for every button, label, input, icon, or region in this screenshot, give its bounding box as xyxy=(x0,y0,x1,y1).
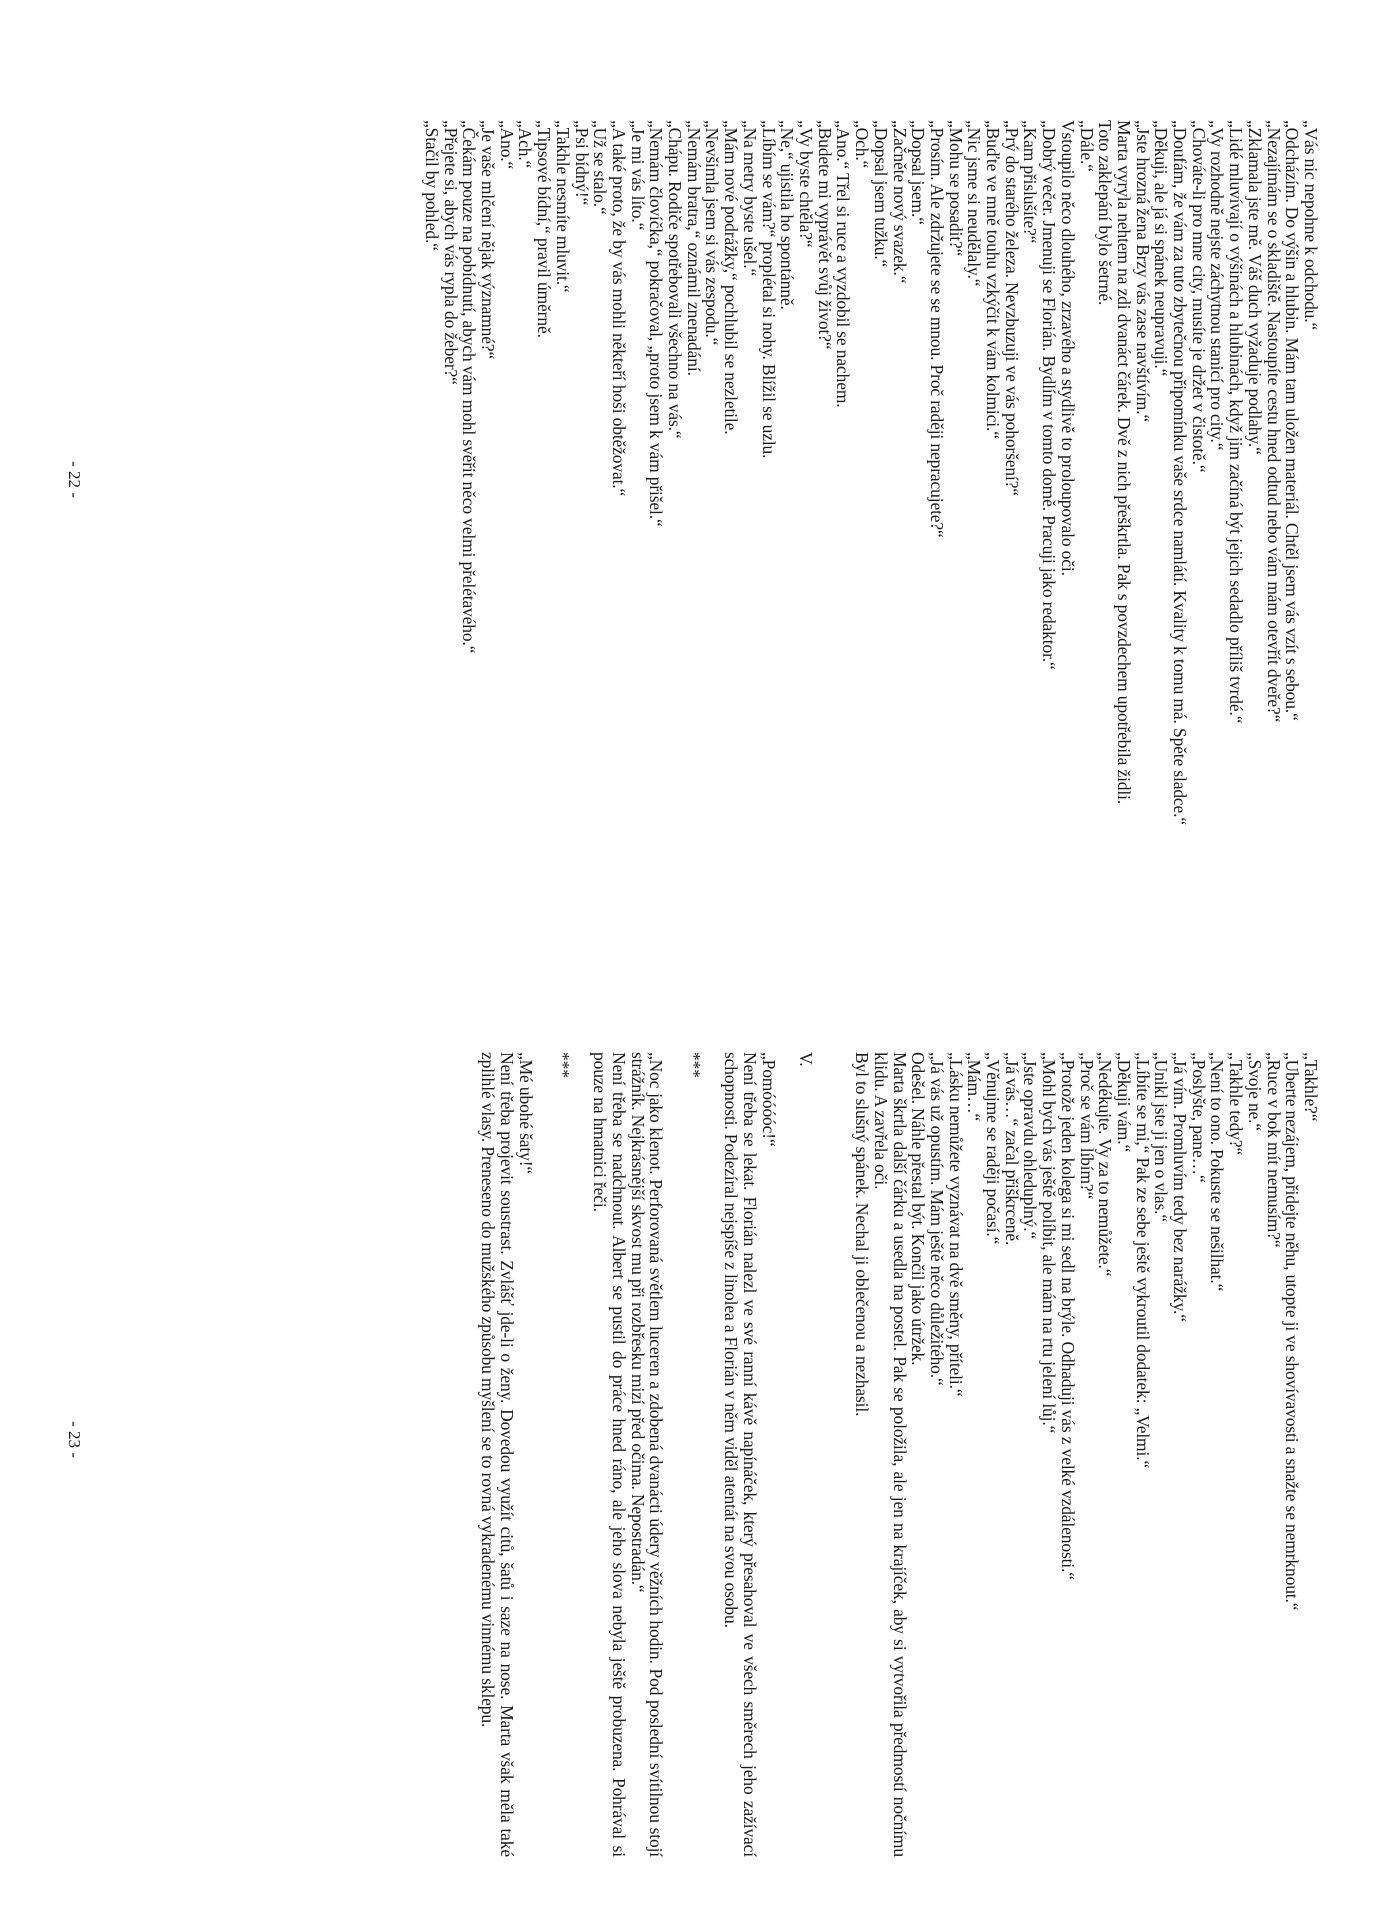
text-line: „Já vím. Promluvím tedy bez narážky.“ xyxy=(1170,1052,1191,1322)
text-line: „Nevšimla jsem si vás zespodu.“ xyxy=(702,120,723,346)
text-line: „Lidé mluvívají o výšinách a hlubinách, když jim začíná být jejich sedadlo příliš tvrdé.“ xyxy=(1226,120,1247,724)
text-line: „Jste opravdu ohleduplný.“ xyxy=(1020,1052,1041,1240)
text-line: „Dobrý večer. Jmenuji se Florián. Bydlím v tomto domě. Pracuji jako redaktor.“ xyxy=(1039,120,1060,670)
page-23-text xyxy=(478,1052,1320,1857)
text-line: „Protože jeden kolega si mi sedl na brýle. Odhaduji vás z velké vzdálenosti.“ xyxy=(1057,1052,1078,1580)
text-line: „Takhle nesmíte mluvit.“ xyxy=(552,120,573,293)
text-line: „Och.“ xyxy=(852,120,873,169)
text-line: „Noc jako klenot. Perforovaná světlem luceren a zdobená dvanácti údery věžních hodin. Pod poslední svítilnou stojí strážník. Nejkrásnější skvost mu při rozbřesku mizí před očima. Nepostradán.“ xyxy=(627,1052,667,1857)
text-line: „Buďte ve mně touhu vzkýčit k vám kolmici.“ xyxy=(983,120,1004,439)
text-line: „Odcházím. Do výšin a hlubin. Mám tam uložen materiál. Chtěl jsem vás vzít s sebou.“ xyxy=(1282,120,1303,721)
text-line: „Takhle tedy?“ xyxy=(1226,1052,1247,1156)
text-line: „Začněte nový svazek.“ xyxy=(889,120,910,284)
text-line: „Ne,“ ujistila ho spontánně. xyxy=(777,120,798,310)
text-line: „Prosím. Ale zdržujete se se mnou. Proč raději nepracujete?“ xyxy=(926,120,947,538)
text-line: „Mohu se posadit?“ xyxy=(945,120,966,257)
text-line: „Doufám, že vám za tuto zbytečnou připomínku vaše srdce namlátí. Kvality k tomu má. Spěte sladce.“ xyxy=(1170,120,1191,826)
text-line: „Děkuji vám.“ xyxy=(1113,1052,1134,1153)
text-line: „Na metry byste ušel.“ xyxy=(739,120,760,277)
text-line: V. xyxy=(796,1052,817,1067)
text-line: „Ruce v bok mít nemusím?“ xyxy=(1263,1052,1284,1248)
text-line: „Kam přislušíte?“ xyxy=(1020,120,1041,244)
text-line: „Mohl bych vás ještě políbit, ale mám na rtu jelení lůj.“ xyxy=(1039,1052,1060,1434)
page-23 xyxy=(0,960,1388,1919)
text-line: „Mám nové podrážky,“ pochlubil se nezletile. xyxy=(721,120,742,435)
text-line: „Dále.“ xyxy=(1076,120,1097,172)
text-line: „Je mi vás líto.“ xyxy=(627,120,648,231)
text-line: „Dopsal jsem.“ xyxy=(908,120,929,225)
text-line: „Poslyšte, pane…“ xyxy=(1188,1052,1209,1183)
text-line: Marta vyryla nehtem na zdi dvanáct čárek. Dvě z nich přeškrtla. Pak s povzdechem upotřebila židli. xyxy=(1113,120,1134,805)
text-line: „A také proto, že by vás mohli někteří hoši obtěžovat.“ xyxy=(608,120,629,497)
text-line: „Zklamala jste mě. Váš duch vyžaduje podlahy.“ xyxy=(1244,120,1265,455)
page-22-text xyxy=(422,120,1320,925)
text-line: *** xyxy=(552,1052,573,1078)
text-line: *** xyxy=(683,1052,704,1078)
text-line: „Unikl jste ji jen o vlas.“ xyxy=(1151,1052,1172,1222)
text-line: Byl to slušný spánek. Nechal ji oblečenou a nezhasil. xyxy=(852,1052,873,1417)
text-line: „Už se stalo.“ xyxy=(590,120,611,215)
text-line: „Je vaše mlčení nějak významné?“ xyxy=(478,120,499,360)
text-line: Není třeba projevit soustrast. Zvlášť jde-li o ženy. Dovedou využít citů, šatů i saze na nose. Marta však měla také zplihlé vlasy. Preneseno do mužského způsobu myšlení se to rovná vykradenému vinnému sklepu. xyxy=(478,1052,517,1857)
text-line: „Nic jsme si neudělaly.“ xyxy=(964,120,985,287)
text-line: Není třeba se lekat. Florián nalezl ve své ranní kávě napínáček, který přesahoval ve všech směrech jeho zažívací schopnosti. Podezíral nejspíše z linolea a Florián v něm viděl atentát na svou osobu. xyxy=(721,1052,760,1857)
text-line: „Mé ubohé šaty!“ xyxy=(515,1052,536,1174)
text-line: „Ano.“ xyxy=(496,120,517,170)
text-line: „Svoje ne.“ xyxy=(1244,1052,1265,1132)
text-line: Toto zaklepání bylo šetrné. xyxy=(1095,120,1116,306)
text-line: „Není to ono. Pokuste se nešilhat.“ xyxy=(1207,1052,1228,1292)
text-line: „Budete mi vyprávět svůj život?“ xyxy=(814,120,835,350)
text-line: Odešel. Náhle přestal být. Končil jako útržek. xyxy=(908,1052,929,1366)
text-line: Není třeba se nadchnout. Albert se pustil do práce hned ráno, ale jeho slova nebyla ještě probuzena. Pohrával si pouze na hmatnici řeči. xyxy=(590,1052,630,1857)
text-line: „Vy rozhodně nejste záchytnou stanicí pro city.“ xyxy=(1207,120,1228,451)
page-number: - 23 - xyxy=(65,1421,84,1458)
text-line: „Já vás…“ začal přiškrceně. xyxy=(1001,1052,1022,1246)
text-line: „Dopsal jsem tužku.“ xyxy=(870,120,891,268)
text-line: „Vás nic nepohne k odchodu.“ xyxy=(1301,120,1321,331)
text-line: „Jste hrozná žena Brzy vás zase navštívím.“ xyxy=(1132,120,1153,423)
text-line: „Chápu. Rodiče spotřebovali všechno na vás.“ xyxy=(665,120,686,439)
text-line: „Chováte-li pro mne city, musíte je držet v čistotě.“ xyxy=(1188,120,1209,473)
text-line: Marta škrtla další čárku a usedla na postel. Pak se položila, ale jen na krajíček, aby si vytvořila předmostí nočnímu klidu. A zavřela oči. xyxy=(870,1052,910,1857)
text-line: „Čekám pouze na pobídnutí, abych vám mohl svěřit něco velmi přelétavého.“ xyxy=(459,120,480,654)
page-22 xyxy=(0,0,1388,959)
text-line: „Nedékujte. Vy za to nemůžete.“ xyxy=(1095,1052,1116,1277)
text-line: „Přejete si, abych vás rypla do žeber?“ xyxy=(440,120,461,385)
text-line: „Stačil by pohled.“ xyxy=(421,120,442,251)
text-line: „Já vás už opustím. Mám ještě něco důležitého.“ xyxy=(926,1052,947,1386)
text-line: „Ach.“ xyxy=(515,120,536,169)
page-number: - 22 - xyxy=(65,461,84,498)
text-line: „Nemám bratra,“ oznámil znenadání. xyxy=(683,120,704,376)
text-line: „Proč se vám líbím?“ xyxy=(1076,1052,1097,1200)
text-line: „Prý do starého železa. Nevzbuzuji ve vás pohoršení?“ xyxy=(1001,120,1022,496)
text-line: „Děkuji, ale já si spánek neupravuji.“ xyxy=(1151,120,1172,377)
text-line: „Ano.“ Třel si ruce a vyzdobil se nachem. xyxy=(833,120,854,408)
text-line: „Lásku nemůžete vyznávat na dvě směny, příteli.“ xyxy=(945,1052,966,1397)
text-line: „Mám…“ xyxy=(964,1052,985,1122)
text-line: „Nezajímám se o skladiště. Nastoupíte cestu hned odtud nebo vám mám otevřít dveře?“ xyxy=(1263,120,1284,723)
text-line: „Pomóóóóc!“ xyxy=(758,1052,779,1147)
text-line: „Líbíte se mi,“ Pak ze sebe ještě vykroutil dodatek: „Velmi.“ xyxy=(1132,1052,1153,1469)
text-line: „Tipsové bídní,“ pravil úměrně. xyxy=(534,120,555,338)
text-line: „Nemám človíčka,“ pokračoval, „proto jsem k vám přišel.“ xyxy=(646,120,667,527)
text-line: „Takhle?“ xyxy=(1301,1052,1321,1122)
text-line: „Líbím se vám?“ proplétal si nohy. Blížil se uzlu. xyxy=(758,120,779,459)
text-line: „Věnujme se raději počasí.“ xyxy=(983,1052,1004,1245)
text-line: „Psi bídný!“ xyxy=(571,120,592,206)
text-line: Vstoupilo něco dlouhého, zrzavého a stydlivě to proloupovalo oči. xyxy=(1057,120,1078,576)
text-line: „Vy byste chtěla?“ xyxy=(796,120,817,248)
text-line: „Uberte nezájem, přidejte něhu, utopte ji ve shovívavosti a snažte se nemrknout.“ xyxy=(1282,1052,1303,1611)
